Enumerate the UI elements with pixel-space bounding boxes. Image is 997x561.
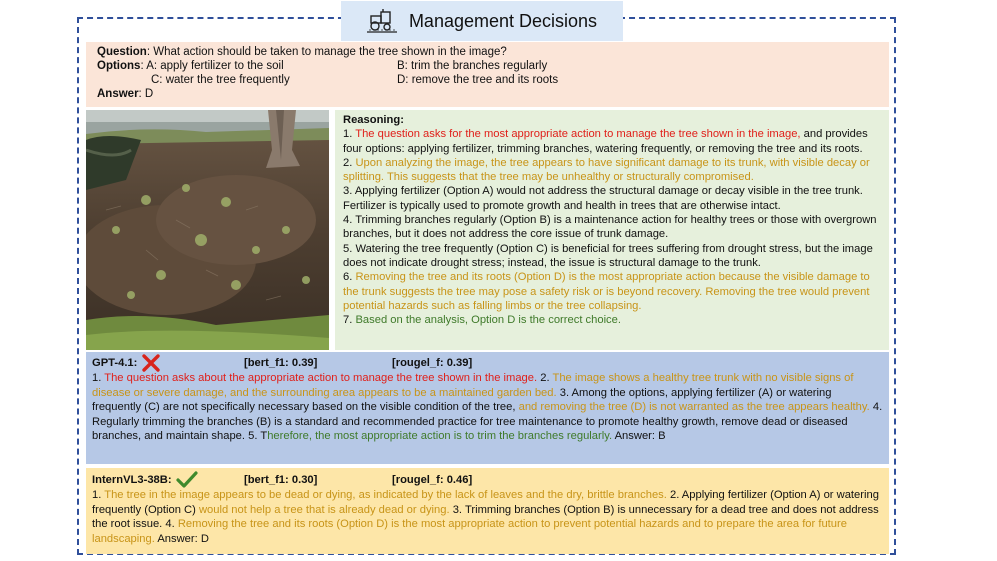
reasoning-panel [335, 110, 889, 350]
question-label: Question [97, 46, 147, 58]
gpt-response-panel [86, 352, 889, 464]
reasoning-step-3: 3. Applying fertilizer (Option A) would not address the structural damage or decay visible in the tree trunk. Fertilizer is typically used to promote growth and health in trees that are otherwise intact. [343, 185, 863, 212]
gpt-bert-score: [bert_f1: 0.39] [244, 356, 318, 369]
option-d: D: remove the tree and its roots [397, 74, 559, 86]
question-line [97, 45, 889, 59]
gpt-header [92, 355, 883, 371]
internvl-model-name: InternVL3-38B: [92, 473, 172, 486]
internvl-response-panel [86, 468, 889, 554]
internvl-header [92, 472, 883, 488]
gpt-model-name: GPT-4.1: [92, 356, 138, 369]
reasoning-label: Reasoning: [343, 114, 404, 126]
question-text: : What action should be taken to manage the tree shown in the image? [146, 46, 507, 58]
answer-line [97, 87, 889, 101]
checkmark-icon [176, 470, 198, 490]
reasoning-step-1: 1. The question asks for the most appropriate action to manage the tree shown in the image, and provides four options: applying fertilizer, trimming branches, watering frequently, or removing the tree and its roots. [343, 128, 868, 155]
reasoning-step-5: 5. Watering the tree frequently (Option C) is beneficial for trees suffering from drought stress, but the image does not indicate drought stress; instead, the issue is structural damage to the trunk. [343, 242, 873, 269]
internvl-bert-score: [bert_f1: 0.30] [244, 473, 318, 486]
option-a: : A: apply fertilizer to the soil [140, 60, 284, 72]
option-c: C: water the tree frequently [151, 74, 290, 86]
options-row-1 [97, 59, 889, 73]
answer-label: Answer [97, 88, 139, 100]
internvl-rouge-score: [rougel_f: 0.46] [392, 473, 473, 486]
internvl-response-text: 1. The tree in the image appears to be dead or dying, as indicated by the lack of leaves and the dry, brittle branches. 2. Applying fertilizer (Option A) or watering frequently (Option C) would not help a tree that is already dead or dying. 3. Trimming branches (Option B) is unnecessary for a dead tree and does not address the root issue. 4. Removing the tree and its roots (Option D) is the most appropriate action to prevent potential hazards and to prepare the area for future landscaping. Answer: D [92, 489, 879, 545]
reasoning-step-7: 7. Based on the analysis, Option D is the correct choice. [343, 314, 621, 327]
tree-photo [86, 110, 329, 350]
question-panel [86, 42, 889, 107]
reasoning-step-2: 2. Upon analyzing the image, the tree appears to have significant damage to its trunk, with visible decay or splitting. This suggests that the tree may be unhealthy or structurally compromised. [343, 156, 870, 184]
title-banner [341, 1, 623, 41]
gpt-rouge-score: [rougel_f: 0.39] [392, 356, 473, 369]
reasoning-step-4: 4. Trimming branches regularly (Option B) is a maintenance action for healthy trees or those with overgrown branches, but it does not address the core issue of trunk damage. [343, 214, 877, 241]
option-b: B: trim the branches regularly [397, 60, 548, 72]
tractor-icon [367, 8, 397, 34]
answer-value: : D [138, 88, 154, 100]
options-label: Options [97, 60, 141, 72]
page-title: Management Decisions [408, 10, 598, 31]
tree-photo-image [86, 110, 329, 350]
reasoning-step-6: 6. Removing the tree and its roots (Option D) is the most appropriate action because the visible damage to the trunk suggests the tree may pose a safety risk or is beyond recovery. Removing the tree would prevent potential hazards such as falling limbs or the tree collapsing. [343, 271, 870, 312]
gpt-response-text: 1. The question asks about the appropriate action to manage the tree shown in the image. 2. The image shows a healthy tree trunk with no visible signs of disease or severe damage, and the surrounding area appears to be a maintained garden bed. 3. Among the options, applying fertilizer (A) or watering frequently (C) are not specifically necessary based on the visible condition of the tree, and removing the tree (D) is not warranted as the tree appears healthy. 4. Regularly trimming the branches (B) is a standard and recommended practice for tree maintenance to promote healthy growth, remove dead or diseased branches, and maintain shape. 5. Therefore, the most appropriate action is to trim the branches regularly. Answer: B [92, 372, 883, 443]
options-row-2 [97, 73, 889, 87]
cross-icon [141, 353, 161, 373]
